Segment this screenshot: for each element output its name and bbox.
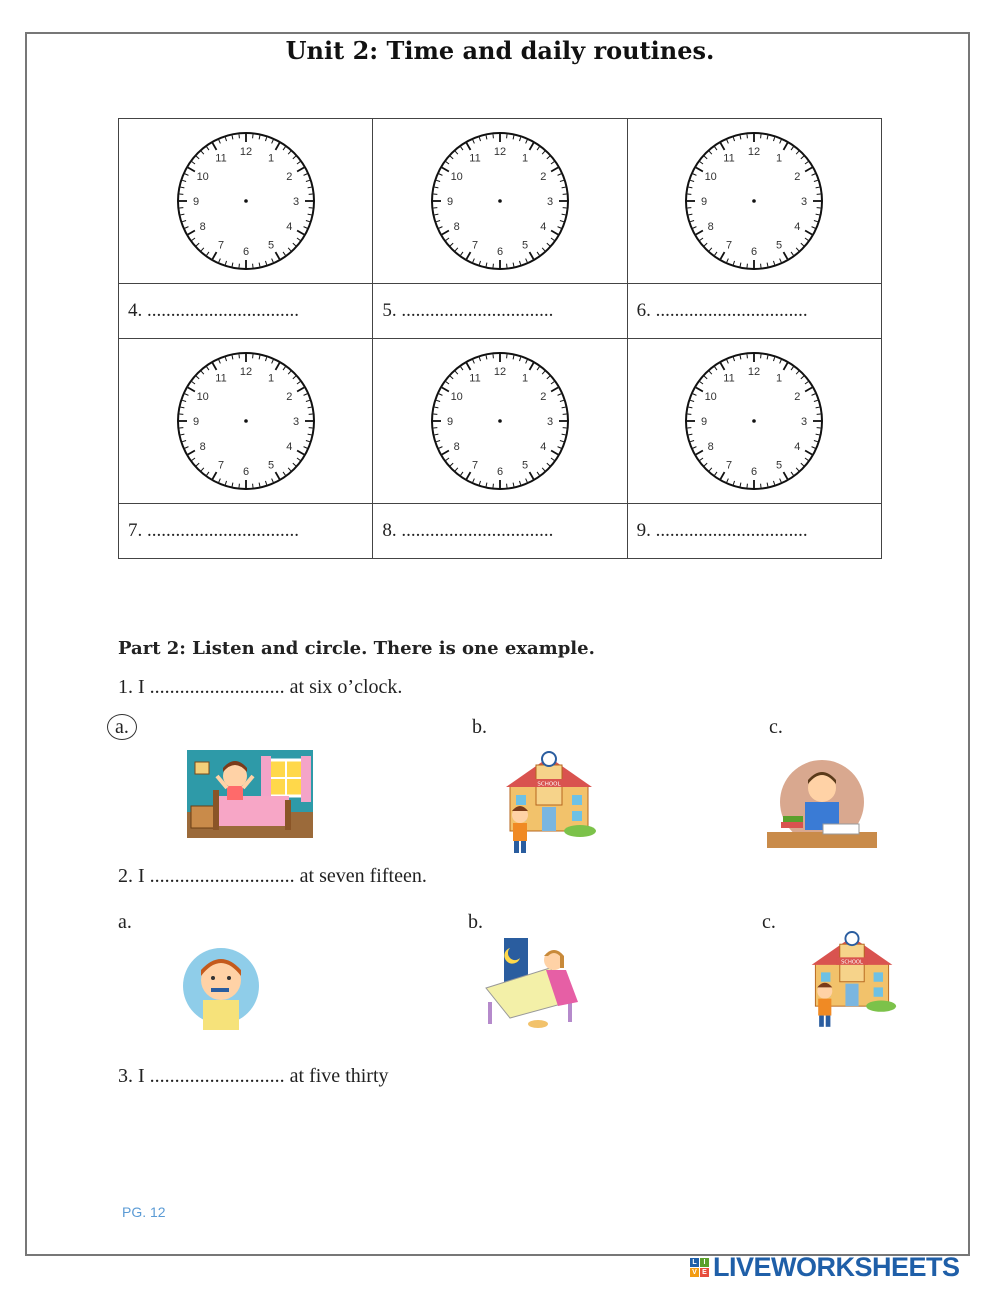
clock-number: 1: [267, 152, 274, 165]
school-picture[interactable]: [806, 924, 898, 1032]
clock-cell: [119, 119, 373, 284]
clock-number: 5: [267, 459, 274, 472]
clock-center-dot: [753, 199, 757, 203]
clock-number: 10: [450, 171, 463, 183]
clock-number: 8: [453, 441, 460, 453]
q2-option-a[interactable]: a.: [118, 911, 132, 933]
clock-number: 3: [801, 416, 808, 428]
clock-number: 11: [723, 372, 736, 385]
clock-number: 1: [776, 152, 783, 165]
clock-number: 6: [242, 246, 249, 258]
school-sign-text: SCHOOL: [841, 959, 863, 966]
brand[interactable]: [690, 1252, 960, 1283]
clock-number: 6: [496, 466, 504, 478]
clock-number: 5: [521, 459, 529, 472]
clock-face: [171, 346, 321, 496]
clock-number: 2: [285, 171, 293, 183]
answer-blank-7[interactable]: 7. ................................: [119, 504, 373, 559]
clock-number: 5: [521, 239, 529, 252]
answer-blank-9[interactable]: 9. ................................: [627, 504, 881, 559]
answer-blank-6[interactable]: 6. ................................: [627, 284, 881, 339]
brand-logo-icon: [690, 1258, 709, 1277]
logo-letter: I: [700, 1258, 709, 1267]
q2-option-c[interactable]: c.: [762, 911, 776, 933]
clock-face: [425, 346, 575, 496]
clock-cell: [627, 119, 881, 284]
clock-number: 3: [546, 416, 554, 428]
clock-number: 3: [292, 196, 299, 208]
clock-number: 5: [776, 239, 783, 252]
answer-blank-8[interactable]: 8. ................................: [373, 504, 627, 559]
clock-center-dot: [244, 199, 248, 203]
clock-number: 5: [267, 239, 274, 252]
clock-number: 9: [701, 416, 708, 428]
clock-number: 12: [748, 366, 761, 378]
q1-option-c[interactable]: c.: [769, 716, 783, 738]
clock-number: 11: [214, 152, 227, 165]
clock-number: 7: [726, 239, 733, 252]
logo-letter: L: [690, 1258, 699, 1267]
clock-number: 2: [285, 391, 293, 403]
clock-number: 9: [192, 196, 199, 208]
clock-face: [679, 126, 829, 276]
clock-number: 3: [546, 196, 554, 208]
school-sign-text: SCHOOL: [537, 781, 561, 788]
clock-cell: [373, 339, 627, 504]
clock-number: 10: [704, 171, 718, 183]
clock-number: 6: [242, 466, 249, 478]
clock-number: 3: [801, 196, 808, 208]
clock-number: 2: [794, 171, 801, 183]
clock-number: 1: [776, 372, 783, 385]
clock-number: 11: [469, 372, 481, 385]
clock-number: 8: [453, 221, 460, 233]
answer-blank-4[interactable]: 4. ................................: [119, 284, 373, 339]
clock-number: 12: [748, 146, 761, 158]
wake-up-picture[interactable]: [187, 750, 313, 838]
clock-number: 2: [540, 171, 547, 183]
logo-letter: E: [700, 1268, 709, 1277]
clock-number: 4: [540, 441, 547, 453]
clock-number: 12: [493, 146, 507, 158]
make-bed-picture[interactable]: [480, 938, 590, 1030]
clock-number: 9: [446, 416, 454, 428]
clock-number: 2: [540, 391, 547, 403]
clock-number: 1: [267, 372, 274, 385]
clock-number: 10: [704, 391, 718, 403]
homework-picture[interactable]: [767, 760, 877, 850]
clock-face: [171, 126, 321, 276]
clock-center-dot: [498, 199, 502, 203]
clock-center-dot: [244, 419, 248, 423]
clock-number: 6: [751, 246, 758, 258]
clock-number: 11: [469, 152, 481, 165]
clock-number: 7: [217, 239, 224, 252]
clock-number: 10: [196, 171, 209, 183]
clock-number: 12: [239, 366, 252, 378]
clock-number: 9: [446, 196, 454, 208]
clock-number: 7: [471, 459, 479, 472]
clock-number: 8: [199, 441, 206, 453]
q2-option-b[interactable]: b.: [468, 911, 483, 933]
clock-number: 8: [707, 441, 715, 453]
q1-option-a[interactable]: [107, 716, 137, 739]
part2-heading: Part 2: Listen and circle. There is one example.: [118, 638, 595, 659]
clock-number: 4: [794, 221, 801, 233]
clock-number: 11: [214, 372, 227, 385]
clock-face: [679, 346, 829, 496]
clock-number: 2: [794, 391, 801, 403]
clock-number: 9: [701, 196, 708, 208]
clock-number: 12: [239, 146, 252, 158]
brush-teeth-picture[interactable]: [181, 944, 261, 1030]
clock-number: 4: [540, 221, 547, 233]
clock-cell: [373, 119, 627, 284]
clock-number: 4: [285, 441, 293, 453]
clock-number: 7: [726, 459, 733, 472]
clock-number: 6: [751, 466, 758, 478]
clock-number: 8: [199, 221, 206, 233]
clock-center-dot: [498, 419, 502, 423]
clock-face: [425, 126, 575, 276]
page-title: Unit 2: Time and daily routines.: [285, 36, 715, 65]
clock-number: 4: [794, 441, 801, 453]
page-number: PG. 12: [122, 1204, 166, 1220]
clock-number: 3: [292, 416, 299, 428]
school-picture[interactable]: [500, 745, 598, 857]
circled-answer: a.: [107, 714, 137, 740]
clock-center-dot: [753, 419, 757, 423]
clock-number: 7: [471, 239, 479, 252]
clock-number: 5: [776, 459, 783, 472]
clock-number: 1: [521, 152, 529, 165]
clock-number: 6: [496, 246, 504, 258]
clock-number: 10: [450, 391, 463, 403]
clock-cell: [627, 339, 881, 504]
clock-table: [118, 118, 882, 559]
logo-letter: V: [690, 1268, 699, 1277]
clock-number: 4: [285, 221, 293, 233]
clock-number: 7: [217, 459, 224, 472]
clock-cell: [119, 339, 373, 504]
answer-blank-5[interactable]: 5. ................................: [373, 284, 627, 339]
question-3[interactable]: 3. I ........................... at five thirty: [118, 1065, 389, 1087]
clock-number: 1: [521, 372, 529, 385]
question-1[interactable]: 1. I ........................... at six o’clock.: [118, 676, 403, 698]
question-2[interactable]: 2. I ............................. at seven fifteen.: [118, 865, 427, 887]
clock-number: 11: [723, 152, 736, 165]
clock-number: 8: [707, 221, 715, 233]
clock-number: 10: [196, 391, 209, 403]
q1-option-b[interactable]: b.: [472, 716, 487, 738]
clock-number: 12: [493, 366, 507, 378]
brand-name: LIVEWORKSHEETS: [713, 1252, 960, 1282]
clock-number: 9: [192, 416, 199, 428]
